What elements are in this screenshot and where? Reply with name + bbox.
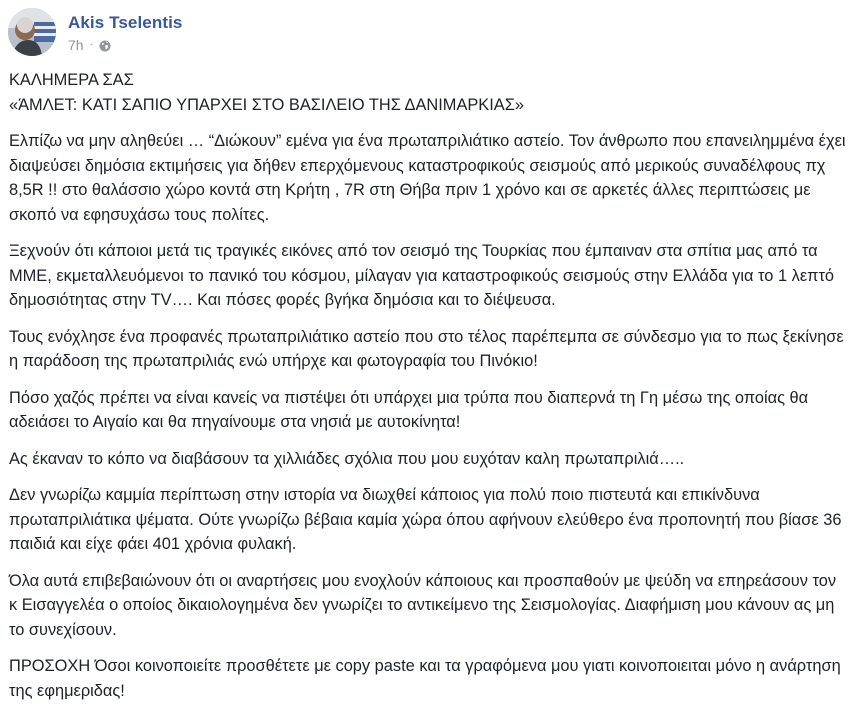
paragraph: Πόσο χαζός πρέπει να είναι κανείς να πιστέψει ότι υπάρχει μια τρύπα που διαπερνά τη Γη μέσω της οποίας θα αδειάσει το Αιγαίο και θα πηγαίνουμε στα νησιά με αυτοκίνητα! xyxy=(9,388,809,431)
post-timestamp[interactable]: 7h xyxy=(68,37,84,53)
paragraph: Όλα αυτά επιβεβαιώνουν ότι οι αναρτήσεις μου ενοχλούν κάποιους και προσπαθούν με ψεύδη να επηρεάσουν τον κ Εισαγγελέα ο οποίος δικαιολογημένα δεν γνωρίζει το αντικείμενο της Σεισμολογίας. Διαφήμιση μου κάνουν ας μη το συνεχίσουν. xyxy=(9,571,837,639)
paragraph: Τους ενόχλησε ένα προφανές πρωταπριλιάτικο αστείο που στο τέλος παρέπεμπα σε σύνδεσμο για το πως ξεκίνησε η παράδοση της πρωταπριλιάς ενώ υπήρχε και φωτογραφία του Πινόκιο! xyxy=(9,327,844,370)
post-body xyxy=(9,68,847,715)
globe-icon[interactable] xyxy=(99,39,111,51)
greeting-block xyxy=(9,68,847,117)
author-avatar[interactable] xyxy=(8,8,56,56)
paragraph: Ας έκαναν το κόπο να διαβάσουν τα χιλλιάδες σχόλια που μου ευχόταν καλη πρωταπριλιά….. xyxy=(9,449,685,468)
paragraph: Ξεχνούν ότι κάποιοι μετά τις τραγικές εικόνες από τον σεισμό της Τουρκίας που έμπαιναν στα σπίτια μας από τα ΜΜΕ, εκμεταλλευόμενοι το πανικό του κόσμου, μίλαγαν για καταστροφικούς σεισμούς στην Ελλάδα για το 1 λεπτό δημοσιότητας στην TV…. Και πόσες φορές βγήκα δημόσια και το διέψευσα. xyxy=(9,242,835,309)
paragraph: Δεν γνωρίζω καμμία περίπτωση στην ιστορία να διωχθεί κάποιος για πολύ ποιο πιστευτά και επικίνδυνα πρωταπριλιάτικα ψέματα. Ούτε γνωρίζω βέβαια καμία χώρα όπου αφήνουν ελεύθερο ένα προπονητή που βίασε 36 παιδιά και είχε φάει 401 χρόνια φυλακή. xyxy=(9,486,842,553)
title-line: «ΆΜΛΕΤ: ΚΑΤΙ ΣΑΠΙΟ ΥΠΑΡΧΕΙ ΣΤΟ ΒΑΣΙΛΕΙΟ ΤΗΣ ΔΑΝΙΜΑΡΚΙΑΣ» xyxy=(9,95,524,114)
greeting-line: ΚΑΛΗΜΕΡΑ ΣΑΣ xyxy=(9,71,134,89)
author-name[interactable]: Akis Tselentis xyxy=(68,13,183,32)
post-subline xyxy=(68,37,182,53)
meta-separator: · xyxy=(89,39,93,50)
post-meta xyxy=(68,8,182,53)
post-header xyxy=(8,8,182,60)
paragraph: Ελπίζω να μην αληθεύει … “Διώκουν” εμένα για ένα πρωταπριλιάτικο αστείο. Τον άνθρωπο που επανειλημμένα έχει διαψεύσει δημόσια εκτιμήσεις για δήθεν επερχόμενους καταστροφικούς σεισμούς από μερικούς συναδέλφους πχ 8,5R !! στο θαλάσσιο χώρο κοντά στη Κρήτη , 7R στη Θήβα πριν 1 χρόνο και σε αρκετές άλλες περιπτώσεις με σκοπό να εφησυχάσω τους πολίτες. xyxy=(9,132,846,224)
avatar-photo-icon xyxy=(8,8,56,56)
paragraph: ΠΡΟΣΟΧΗ Όσοι κοινοποιείτε προσθέτετε με copy paste και τα γραφόμενα μου γιατι κοινοποιειται μόνο η ανάρτηση της εφημεριδας! xyxy=(9,657,841,700)
